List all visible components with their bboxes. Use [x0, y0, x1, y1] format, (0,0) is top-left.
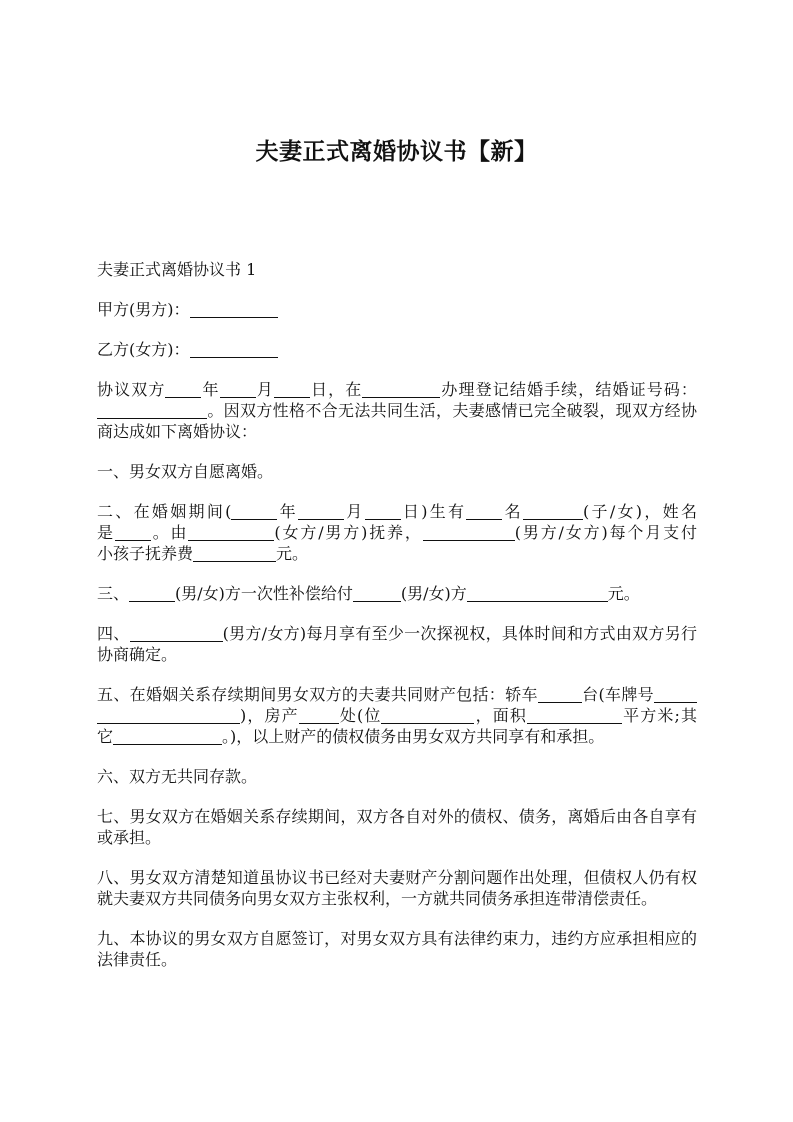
fill-in-blank: [362, 397, 440, 398]
clause-line: [97, 949, 697, 970]
clause-text: 商达成如下离婚协议：: [97, 422, 258, 441]
clause-text: 六、双方无共同存款。: [97, 767, 258, 786]
clause-line: [97, 623, 697, 644]
clause-text: 元。: [607, 584, 640, 603]
clause-text: (子/女)，姓名: [582, 502, 697, 521]
preamble-line-2: [97, 400, 697, 421]
clause-text: 。)，以上财产的债权债务由男女双方共同享有和承担。: [222, 727, 605, 746]
clause-text: (男方/女方)每个月支付: [514, 523, 697, 542]
clause-line: [97, 461, 697, 482]
clause-text: 四、: [97, 624, 130, 643]
clause-text: 或承担。: [97, 828, 162, 847]
clause-text: 月: [255, 380, 274, 399]
clause-line: [97, 888, 697, 909]
fill-in-blank: [165, 397, 201, 398]
fill-in-blank: [538, 702, 582, 703]
clause-text: 名: [502, 502, 523, 521]
clause-4: [97, 623, 697, 665]
clause-text: )，房产: [240, 706, 299, 725]
fill-in-blank: [654, 702, 697, 703]
clause-text: 法律责任。: [97, 950, 178, 969]
fill-in-blank: [527, 723, 622, 724]
clause-text: (男/女)方一次性补偿给付: [175, 584, 353, 603]
fill-in-blank: [220, 397, 256, 398]
clause-text: 元。: [276, 544, 309, 563]
clause-line: [97, 501, 697, 522]
fill-in-blank: [97, 723, 240, 724]
subtitle-line: 夫妻正式离婚协议书 1: [97, 260, 257, 279]
party-b-blank: [190, 357, 278, 358]
clause-text: 九、本协议的男女双方自愿签订，对男女双方具有法律约束力，违约方应承担相应的: [97, 929, 697, 948]
document-title: 夫妻正式离婚协议书【新】: [255, 139, 538, 165]
fill-in-blank: [365, 519, 401, 520]
clause-line: [97, 583, 697, 604]
clause-9: [97, 928, 697, 970]
clause-text: 平方米;其: [621, 706, 697, 725]
fill-in-blank: [193, 561, 276, 562]
party-b-label: 乙方(女方)：: [97, 340, 190, 359]
clause-text: 它: [97, 727, 114, 746]
clause-8: [97, 867, 697, 909]
party-a-row: [97, 299, 697, 320]
fill-in-blank: [423, 540, 515, 541]
clause-text: 就夫妻双方共同债务向男女双方主张权利，一方就共同债务承担连带清偿责任。: [97, 889, 658, 908]
party-a-blank: [190, 317, 278, 318]
clause-6: [97, 766, 697, 787]
fill-in-blank: [97, 418, 207, 419]
clause-1: [97, 461, 697, 482]
clause-text: 三、: [97, 584, 130, 603]
clause-3: [97, 583, 697, 604]
clause-line: [97, 705, 697, 726]
clause-text: 台(车牌号: [581, 685, 654, 704]
preamble-line-3: [97, 421, 697, 442]
fill-in-blank: [299, 723, 339, 724]
fill-in-blank: [188, 540, 274, 541]
clause-text: 。由: [150, 523, 189, 542]
clause-line: [97, 522, 697, 543]
clause-line: [97, 928, 697, 949]
clause-text: 处(位: [338, 706, 382, 725]
fill-in-blank: [115, 540, 151, 541]
fill-in-blank: [523, 519, 583, 520]
fill-in-blank: [113, 744, 222, 745]
clause-text: 协商确定。: [97, 645, 178, 664]
fill-in-blank: [353, 601, 401, 602]
clause-text: 月: [343, 502, 365, 521]
fill-in-blank: [467, 601, 608, 602]
clause-text: 年: [201, 380, 220, 399]
clause-line: [97, 867, 697, 888]
clause-text: 五、在婚姻关系存续期间男女双方的夫妻共同财产包括：轿车: [97, 685, 538, 704]
clause-line: [97, 766, 697, 787]
clause-text: 日，在: [309, 380, 363, 399]
fill-in-blank: [231, 519, 277, 520]
clause-text: 七、男女双方在婚姻关系存续期间，双方各自对外的债权、债务，离婚后由各自享有: [97, 807, 697, 826]
fill-in-blank: [381, 723, 474, 724]
clause-text: ，面积: [474, 706, 527, 725]
clause-text: 日)生有: [400, 502, 467, 521]
clause-text: 小孩子抚养费: [97, 544, 194, 563]
party-a-label: 甲方(男方)：: [97, 300, 190, 319]
party-a-line: [97, 299, 697, 320]
clause-7: [97, 806, 697, 848]
document-subtitle: [97, 259, 697, 280]
preamble-paragraph: [97, 379, 697, 442]
party-b-row: [97, 339, 697, 360]
clause-line: [97, 684, 697, 705]
preamble-line-1: [97, 379, 697, 400]
clause-text: 是: [97, 523, 115, 542]
fill-in-blank: [129, 601, 175, 602]
fill-in-blank: [130, 641, 223, 642]
clause-line: [97, 806, 697, 827]
clause-text: (女方/男方)抚养，: [274, 523, 423, 542]
clause-text: 办理登记结婚手续，结婚证号码：: [440, 380, 697, 399]
clause-text: (男/女)方: [400, 584, 467, 603]
fill-in-blank: [274, 397, 310, 398]
fill-in-blank: [298, 519, 344, 520]
clause-line: [97, 726, 697, 747]
clause-text: 八、男女双方清楚知道虽协议书已经对夫妻财产分割问题作出处理，但债权人仍有权: [97, 868, 697, 887]
clause-2: [97, 501, 697, 564]
clause-text: 协议双方: [97, 380, 166, 399]
clause-5: [97, 684, 697, 747]
party-b-line: [97, 339, 697, 360]
clause-text: 。因双方性格不合无法共同生活，夫妻感情已完全破裂，现双方经协: [207, 401, 697, 420]
clause-text: 年: [277, 502, 298, 521]
clause-line: [97, 543, 697, 564]
clause-text: 二、在婚姻期间(: [97, 502, 232, 521]
document-body: [97, 259, 697, 989]
clause-text: (男方/女方)每月享有至少一次探视权，具体时间和方式由双方另行: [222, 624, 697, 643]
clause-line: [97, 827, 697, 848]
clause-line: [97, 644, 697, 665]
clause-text: 一、男女双方自愿离婚。: [97, 462, 274, 481]
fill-in-blank: [466, 519, 502, 520]
